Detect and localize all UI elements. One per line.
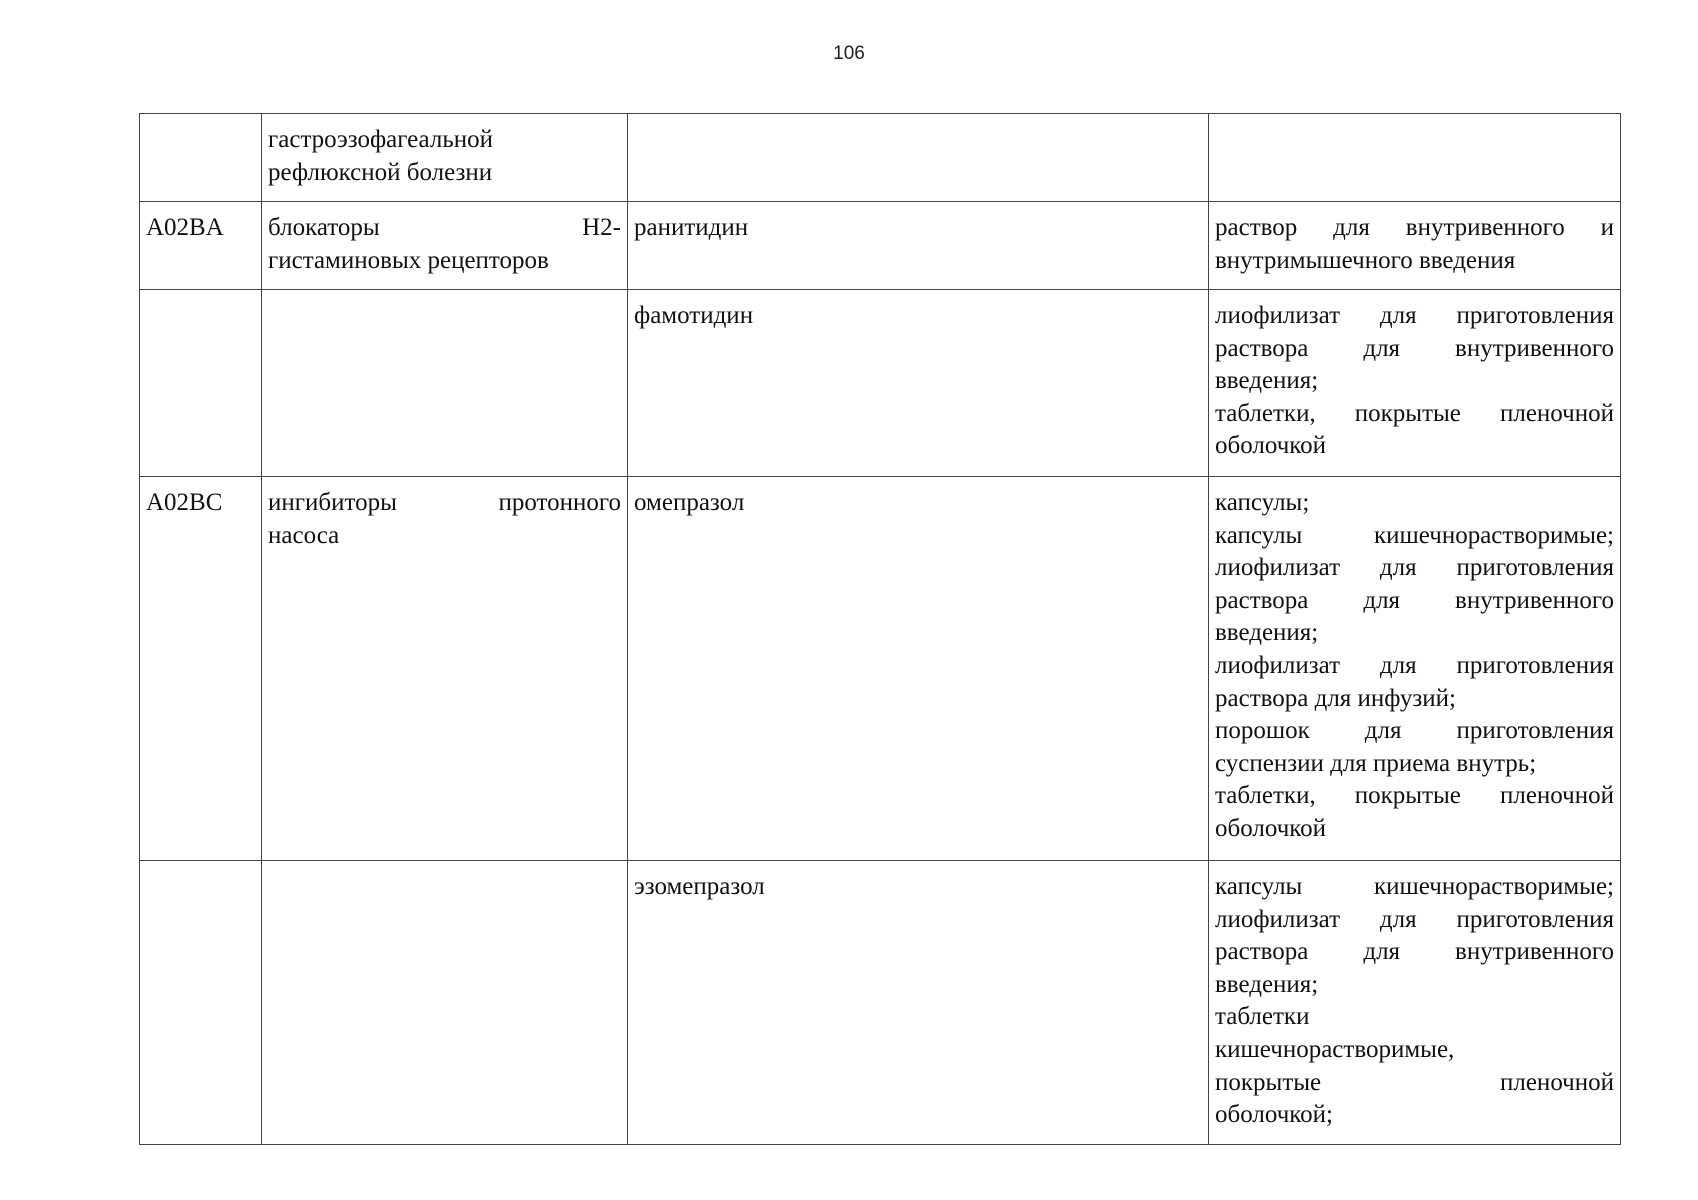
group-text-line: насоса xyxy=(268,521,340,549)
pharmacological-group-cell xyxy=(262,114,628,202)
form-text-line: лиофилизат для приготовления xyxy=(1215,905,1614,933)
drug-name-cell: эзомепразол xyxy=(628,861,1209,1145)
dosage-form-cell xyxy=(1209,290,1621,477)
form-text-line: суспензии для приема внутрь; xyxy=(1215,749,1537,777)
group-text-word: блокаторы xyxy=(268,214,380,241)
form-text-line: таблетки, покрытые пленочной xyxy=(1215,782,1614,810)
pharmacological-group-cell xyxy=(262,477,628,861)
group-text-line xyxy=(268,212,621,245)
form-text-line: капсулы кишечнорастворимые; xyxy=(1215,521,1614,549)
table-row xyxy=(140,861,1621,1145)
table-row xyxy=(140,290,1621,477)
form-text-line: капсулы; xyxy=(1215,489,1310,516)
form-text-line: лиофилизат для приготовления xyxy=(1215,554,1614,582)
form-text-line: введения; xyxy=(1215,367,1319,395)
pharmacological-group-cell xyxy=(262,202,628,290)
form-text-line: раствора для внутривенного xyxy=(1215,586,1614,614)
group-text-word: протонного xyxy=(498,489,621,516)
atc-code-cell xyxy=(140,114,262,202)
form-text-line: таблетки xyxy=(1215,1003,1310,1031)
drug-name-cell: омепразол xyxy=(628,477,1209,861)
form-text-line: оболочкой xyxy=(1215,814,1327,842)
form-text-line: введения; xyxy=(1215,619,1319,647)
dosage-form-cell xyxy=(1209,202,1621,290)
group-text-line xyxy=(268,487,621,520)
pharmacological-group-cell xyxy=(262,290,628,477)
group-text-word: ингибиторы xyxy=(268,489,397,516)
form-text-line: лиофилизат для приготовления xyxy=(1215,651,1614,679)
atc-code-cell xyxy=(140,290,262,477)
table-row xyxy=(140,114,1621,202)
pharmacological-group-cell xyxy=(262,861,628,1145)
form-text-line: раствора для внутривенного xyxy=(1215,938,1614,966)
atc-code-cell: A02BC xyxy=(140,477,262,861)
form-text-line: порошок для приготовления xyxy=(1215,717,1614,745)
group-text-line: гастроэзофагеальной xyxy=(268,126,494,153)
group-text-line: рефлюксной болезни xyxy=(268,158,493,186)
form-text-line: раствора для внутривенного xyxy=(1215,334,1614,362)
group-text-word: H2- xyxy=(582,214,621,241)
form-text-line: оболочкой xyxy=(1215,432,1327,460)
form-text-line: кишечнорастворимые, xyxy=(1215,1035,1455,1063)
form-text-line: таблетки, покрытые пленочной xyxy=(1215,399,1614,427)
form-text-line: лиофилизат для приготовления xyxy=(1215,302,1614,329)
form-text-line: введения; xyxy=(1215,970,1319,998)
drug-name-cell xyxy=(628,114,1209,202)
drug-name-cell: фамотидин xyxy=(628,290,1209,477)
form-text-line: внутримышечного введения xyxy=(1215,246,1516,274)
form-text-line: раствора для инфузий; xyxy=(1215,684,1456,712)
dosage-form-cell xyxy=(1209,477,1621,861)
group-text-line: гистаминовых рецепторов xyxy=(268,246,549,274)
form-text-line: капсулы кишечнорастворимые; xyxy=(1215,873,1614,900)
atc-code-cell: A02BA xyxy=(140,202,262,290)
form-text-line: оболочкой; xyxy=(1215,1101,1333,1129)
drug-name-cell: ранитидин xyxy=(628,202,1209,290)
page-number: 106 xyxy=(833,43,865,64)
dosage-form-cell xyxy=(1209,114,1621,202)
form-text-line: покрытые пленочной xyxy=(1215,1068,1614,1096)
drug-table xyxy=(139,113,1621,1145)
atc-code-cell xyxy=(140,861,262,1145)
table-row xyxy=(140,477,1621,861)
dosage-form-cell xyxy=(1209,861,1621,1145)
form-text-line: раствор для внутривенного и xyxy=(1215,214,1614,241)
table-row xyxy=(140,202,1621,290)
